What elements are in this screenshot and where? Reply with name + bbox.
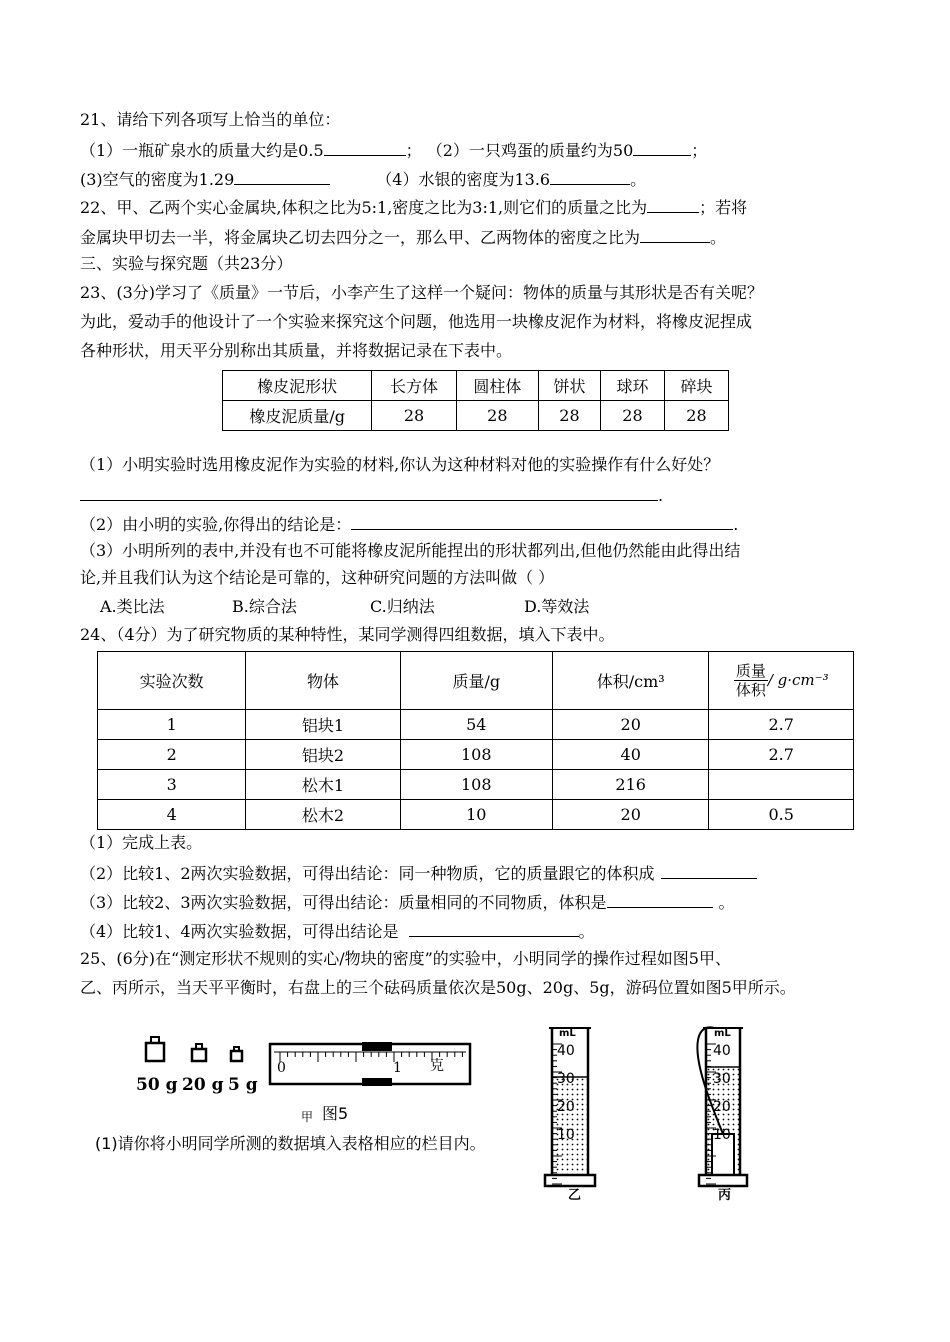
cylinder-tick-30: 30 xyxy=(713,1071,731,1087)
option-b[interactable]: B.综合法 xyxy=(232,597,297,616)
table-header-density xyxy=(709,652,854,710)
q23-table xyxy=(222,370,729,431)
weight-5g-icon xyxy=(231,1047,242,1061)
table-cell: 碎块 xyxy=(664,371,728,401)
q24-sub1: （1）完成上表。 xyxy=(80,833,203,852)
q24-table xyxy=(97,651,854,830)
fraction-denominator: 体积 xyxy=(735,681,766,699)
q21-item3: (3)空气的密度为1.29 xyxy=(80,170,235,189)
q24-blank4[interactable] xyxy=(409,920,579,937)
q24-blank2[interactable] xyxy=(661,862,757,879)
table-row xyxy=(98,740,854,770)
q25-sub1: (1)请你将小明同学所测的数据填入表格相应的栏目内。 xyxy=(95,1134,486,1153)
section-3-heading: 三、实验与探究题（共23分） xyxy=(80,254,293,273)
option-d[interactable]: D.等效法 xyxy=(524,597,590,616)
q21-blank1[interactable] xyxy=(324,139,406,156)
fig-bing-label: 丙 xyxy=(718,1188,732,1203)
table-cell: 3 xyxy=(98,770,246,800)
table-cell: 松木1 xyxy=(246,770,400,800)
q23-sub1-end: . xyxy=(658,486,664,505)
q21-item2: ； （2）一只鸡蛋的质量约为50 xyxy=(405,141,634,160)
q24-sub2-text: （2）比较1、2两次实验数据，可得出结论：同一种物质，它的质量跟它的体积成 xyxy=(80,864,655,883)
q23-blank2[interactable] xyxy=(351,513,733,530)
table-cell: 圆柱体 xyxy=(456,371,538,401)
table-cell: 40 xyxy=(552,740,708,770)
table-cell: 橡皮泥形状 xyxy=(223,371,372,401)
q21-blank2[interactable] xyxy=(633,139,691,156)
table-cell: 1 xyxy=(98,710,246,740)
q23-sub2-end: . xyxy=(733,515,739,534)
table-cell: 2.7 xyxy=(709,710,854,740)
weights-and-ruler-figure xyxy=(134,1034,474,1104)
q24-sub4 xyxy=(80,920,595,942)
q21-blank4[interactable] xyxy=(550,168,630,185)
q24-sub3 xyxy=(80,891,735,913)
table-cell: 2 xyxy=(98,740,246,770)
q22-text1: 22、甲、乙两个实心金属块,体积之比为5:1,密度之比为3:1,则它们的质量之比为 xyxy=(80,198,648,217)
q23-line2: 为此，爱动手的他设计了一个实验来探究这个问题，他选用一块橡皮泥作为材料，将橡皮泥捏成 xyxy=(80,312,753,331)
table-header: 实验次数 xyxy=(98,652,246,710)
table-cell: 球环 xyxy=(600,371,664,401)
weight-20g-icon xyxy=(192,1044,206,1061)
q23-sub3-line2: 论,并且我们认为这个结论是可靠的，这种研究问题的方法叫做（ ） xyxy=(80,568,555,587)
table-cell: 长方体 xyxy=(372,371,456,401)
density-fraction xyxy=(734,662,768,699)
figure-caption: 图5 xyxy=(322,1104,349,1123)
fig-jia-label: 甲 xyxy=(301,1110,314,1124)
option-c[interactable]: C.归纳法 xyxy=(370,597,435,616)
table-cell: 20 xyxy=(552,710,708,740)
q21-line2 xyxy=(80,168,646,190)
table-cell: 铝块2 xyxy=(246,740,400,770)
balance-ruler xyxy=(270,1042,470,1086)
table-row xyxy=(98,710,854,740)
table-cell: 108 xyxy=(400,770,552,800)
table-header: 体积/cm³ xyxy=(552,652,708,710)
cylinder-tick-10: 10 xyxy=(557,1127,575,1143)
q23-sub2 xyxy=(80,513,738,535)
cylinder-tick-40: 40 xyxy=(713,1043,731,1059)
q21-line1 xyxy=(80,139,707,161)
cylinder-tick-20: 20 xyxy=(557,1099,575,1115)
q21-item4: （4）水银的密度为13.6 xyxy=(376,170,551,189)
table-cell: 铝块1 xyxy=(246,710,400,740)
cylinder-bing-figure xyxy=(686,1022,766,1202)
q23-sub1-answer xyxy=(80,484,663,506)
table-cell: 饼状 xyxy=(538,371,600,401)
weight-label-5g: 5 g xyxy=(228,1075,258,1095)
table-cell: 0.5 xyxy=(709,800,854,830)
q23-blank1[interactable] xyxy=(80,484,658,501)
table-cell: 28 xyxy=(600,401,664,431)
table-cell-blank[interactable] xyxy=(709,770,854,800)
table-cell: 松木2 xyxy=(246,800,400,830)
table-cell: 108 xyxy=(400,740,552,770)
q22-line1 xyxy=(80,196,747,218)
weight-label-50g: 50 g xyxy=(136,1075,178,1095)
ruler-unit: 克 xyxy=(430,1058,444,1074)
q21-item1: （1）一瓶矿泉水的质量大约是0.5 xyxy=(80,141,324,160)
weight-50g-icon xyxy=(146,1037,164,1061)
table-cell: 28 xyxy=(664,401,728,431)
cylinder-tick-40: 40 xyxy=(557,1043,575,1059)
q24-sub4-text: （4）比较1、4两次实验数据，可得出结论是 xyxy=(80,922,399,941)
table-cell: 20 xyxy=(552,800,708,830)
fig-yi-label: 乙 xyxy=(568,1188,582,1203)
q21-sep: ； xyxy=(691,141,708,160)
table-cell: 2.7 xyxy=(709,740,854,770)
q22-end: 。 xyxy=(710,228,727,247)
table-cell: 28 xyxy=(372,401,456,431)
q21-end: 。 xyxy=(630,170,647,189)
q22-text2: 金属块甲切去一半，将金属块乙切去四分之一，那么甲、乙两物体的密度之比为 xyxy=(80,228,641,247)
density-unit: / g·cm⁻³ xyxy=(767,671,829,689)
q23-sub2-text: （2）由小明的实验,你得出的结论是： xyxy=(80,515,352,534)
weight-label-20g: 20 g xyxy=(182,1075,224,1095)
q25-line1: 25、(6分)在“测定形状不规则的实心/物块的密度”的实验中，小明同学的操作过程如图5甲、 xyxy=(80,949,731,968)
cylinder-yi-figure xyxy=(535,1022,615,1202)
q25-line2: 乙、丙所示，当天平平衡时，右盘上的三个砝码质量依次是50g、20g、5g，游码位置如图5甲所示。 xyxy=(80,978,796,997)
cylinder-tick-20: 20 xyxy=(713,1099,731,1115)
cylinder-tick-30: 30 xyxy=(557,1071,575,1087)
fraction-numerator: 质量 xyxy=(735,662,766,680)
rider-icon xyxy=(362,1042,392,1051)
ruler-label-0: 0 xyxy=(277,1060,286,1076)
table-cell: 10 xyxy=(400,800,552,830)
q22-blank1[interactable] xyxy=(647,196,699,213)
q23-options xyxy=(100,597,589,617)
q24-sub2 xyxy=(80,862,757,884)
table-header: 质量/g xyxy=(400,652,552,710)
table-cell: 54 xyxy=(400,710,552,740)
table-cell: 28 xyxy=(538,401,600,431)
q22-blank2[interactable] xyxy=(640,226,710,243)
q23-line3: 各种形状，用天平分别称出其质量，并将数据记录在下表中。 xyxy=(80,341,513,360)
q24-title: 24、（4分）为了研究物质的某种特性，某同学测得四组数据，填入下表中。 xyxy=(80,625,615,644)
cylinder-unit: mL xyxy=(559,1028,576,1039)
table-row xyxy=(98,800,854,830)
option-a[interactable]: A.类比法 xyxy=(100,597,165,616)
q24-sub3-text: （3）比较2、3两次实验数据，可得出结论：质量相同的不同物质，体积是 xyxy=(80,893,607,912)
table-cell: 橡皮泥质量/g xyxy=(223,401,372,431)
table-cell: 216 xyxy=(552,770,708,800)
ruler-label-1: 1 xyxy=(393,1060,402,1076)
q23-sub1: （1）小明实验时选用橡皮泥作为实验的材料,你认为这种材料对他的实验操作有什么好处？ xyxy=(80,455,720,474)
q24-blank3[interactable] xyxy=(607,891,713,908)
q22-line2 xyxy=(80,226,726,248)
q23-line1: 23、(3分)学习了《质量》一节后，小李产生了这样一个疑问：物体的质量与其形状是否有关呢？ xyxy=(80,283,764,302)
q23-sub3-line1: （3）小明所列的表中,并没有也不可能将橡皮泥所能捏出的形状都列出,但他仍然能由此得出结 xyxy=(80,541,741,560)
q22-text1b: ；若将 xyxy=(699,198,748,217)
table-cell: 4 xyxy=(98,800,246,830)
cylinder-unit: mL xyxy=(714,1028,731,1039)
cylinder-tick-10: 10 xyxy=(713,1127,731,1143)
table-header: 物体 xyxy=(246,652,400,710)
q21-blank3[interactable] xyxy=(234,168,330,185)
table-cell: 28 xyxy=(456,401,538,431)
q24-sub3-end: 。 xyxy=(718,893,735,912)
q24-sub4-end: 。 xyxy=(578,922,595,941)
q21-title: 21、请给下列各项写上恰当的单位： xyxy=(80,110,341,129)
table-row xyxy=(98,770,854,800)
